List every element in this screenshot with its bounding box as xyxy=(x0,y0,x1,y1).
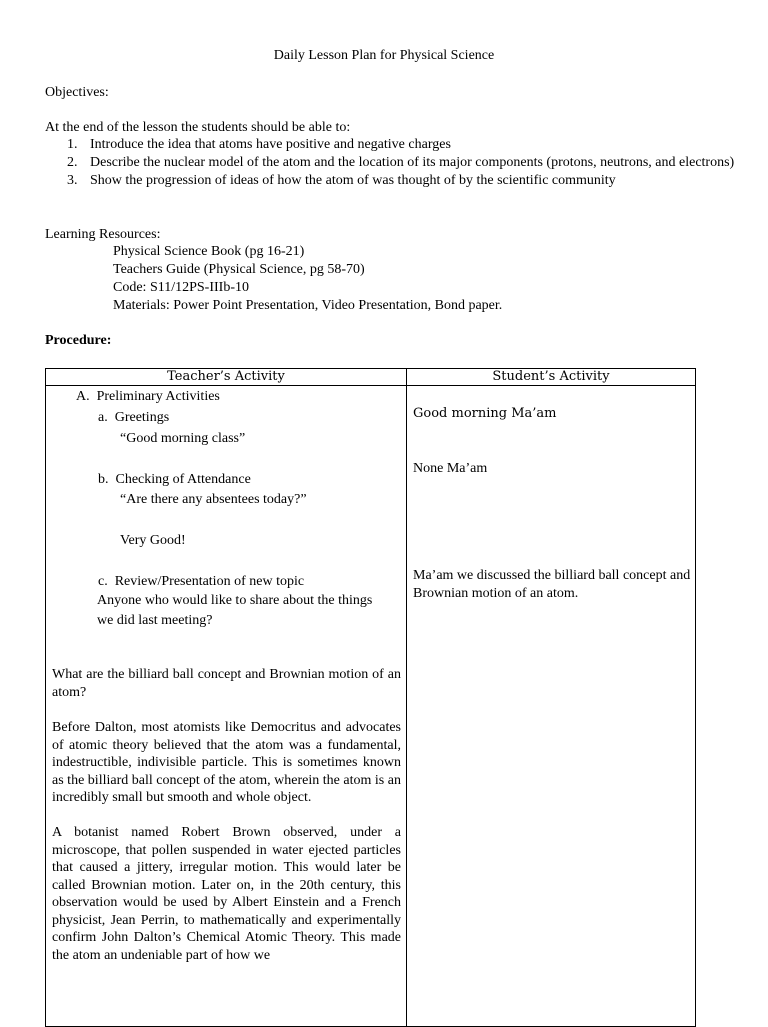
review-label: c. Review/Presentation of new topic xyxy=(98,574,305,589)
objective-item xyxy=(67,172,768,190)
greetings-quote: “Good morning class” xyxy=(120,431,246,446)
teacher-activity-header: Teacher’s Activity xyxy=(46,369,407,386)
procedure-heading: Procedure: xyxy=(45,333,112,348)
review-prompt-line1: Anyone who would like to share about the things xyxy=(97,593,373,608)
attendance-reply: None Ma’am xyxy=(413,461,488,476)
very-good-remark: Very Good! xyxy=(120,533,186,548)
review-question: What are the billiard ball concept and Brownian motion of an atom? xyxy=(52,667,401,700)
resource-item: Materials: Power Point Presentation, Video Presentation, Bond paper. xyxy=(113,298,503,313)
objective-number: 2. xyxy=(67,155,78,170)
brownian-motion-paragraph: A botanist named Robert Brown observed, under a microscope, that pollen suspended in water ejected particles that caused a jittery, irregular motion. This would later be called Brownian motion. Later on, in the 20th century, this observation would be used by Albert Einstein and a French physicist, Jean Perrin, to mathematically and experimentally confirm John Dalton’s Chemical Atomic Theory. This made the atom an undeniable part of how we xyxy=(52,825,401,963)
resource-item: Physical Science Book (pg 16-21) xyxy=(113,244,305,259)
resource-item: Code: S11/12PS-IIIb-10 xyxy=(113,280,249,295)
greeting-reply: Good morning Ma’am xyxy=(413,406,557,421)
student-activity-header: Student’s Activity xyxy=(407,369,696,386)
objective-text: Show the progression of ideas of how the atom of was thought of by the scientific community xyxy=(90,173,616,188)
objective-text: Introduce the idea that atoms have positive and negative charges xyxy=(90,137,451,152)
table-header-row xyxy=(46,369,696,386)
table-row xyxy=(46,386,696,1027)
teacher-activity-cell xyxy=(46,386,407,1027)
objective-text: Describe the nuclear model of the atom and the location of its major components (protons, neutrons, and electrons) xyxy=(90,155,735,170)
document-title: Daily Lesson Plan for Physical Science xyxy=(273,48,495,63)
review-prompt-line2: we did last meeting? xyxy=(97,613,213,628)
objectives-intro: At the end of the lesson the students should be able to: xyxy=(45,120,351,135)
objective-number: 1. xyxy=(67,137,78,152)
learning-resources-list xyxy=(113,243,502,315)
objective-item xyxy=(67,154,768,172)
preliminary-activities-heading: A. Preliminary Activities xyxy=(76,389,220,404)
objective-item xyxy=(67,136,768,154)
attendance-quote: “Are there any absentees today?” xyxy=(120,492,307,507)
learning-resources-heading: Learning Resources: xyxy=(45,227,161,242)
student-activity-cell xyxy=(407,386,696,1027)
procedure-table xyxy=(45,368,696,1027)
greetings-label: a. Greetings xyxy=(98,410,170,425)
attendance-label: b. Checking of Attendance xyxy=(98,472,251,487)
review-reply: Ma’am we discussed the billiard ball concept and Brownian motion of an atom. xyxy=(413,568,691,601)
resource-item: Teachers Guide (Physical Science, pg 58-70) xyxy=(113,262,365,277)
objectives-heading: Objectives: xyxy=(45,85,109,100)
objectives-list xyxy=(45,136,768,190)
objective-number: 3. xyxy=(67,173,78,188)
billiard-ball-paragraph: Before Dalton, most atomists like Democritus and advocates of atomic theory believed that the atom was a fundamental, indestructible, indivisible particle. This is sometimes known as the billiard ball concept of the atom, wherein the atom is an incredibly small but smooth and whole object. xyxy=(52,720,401,805)
